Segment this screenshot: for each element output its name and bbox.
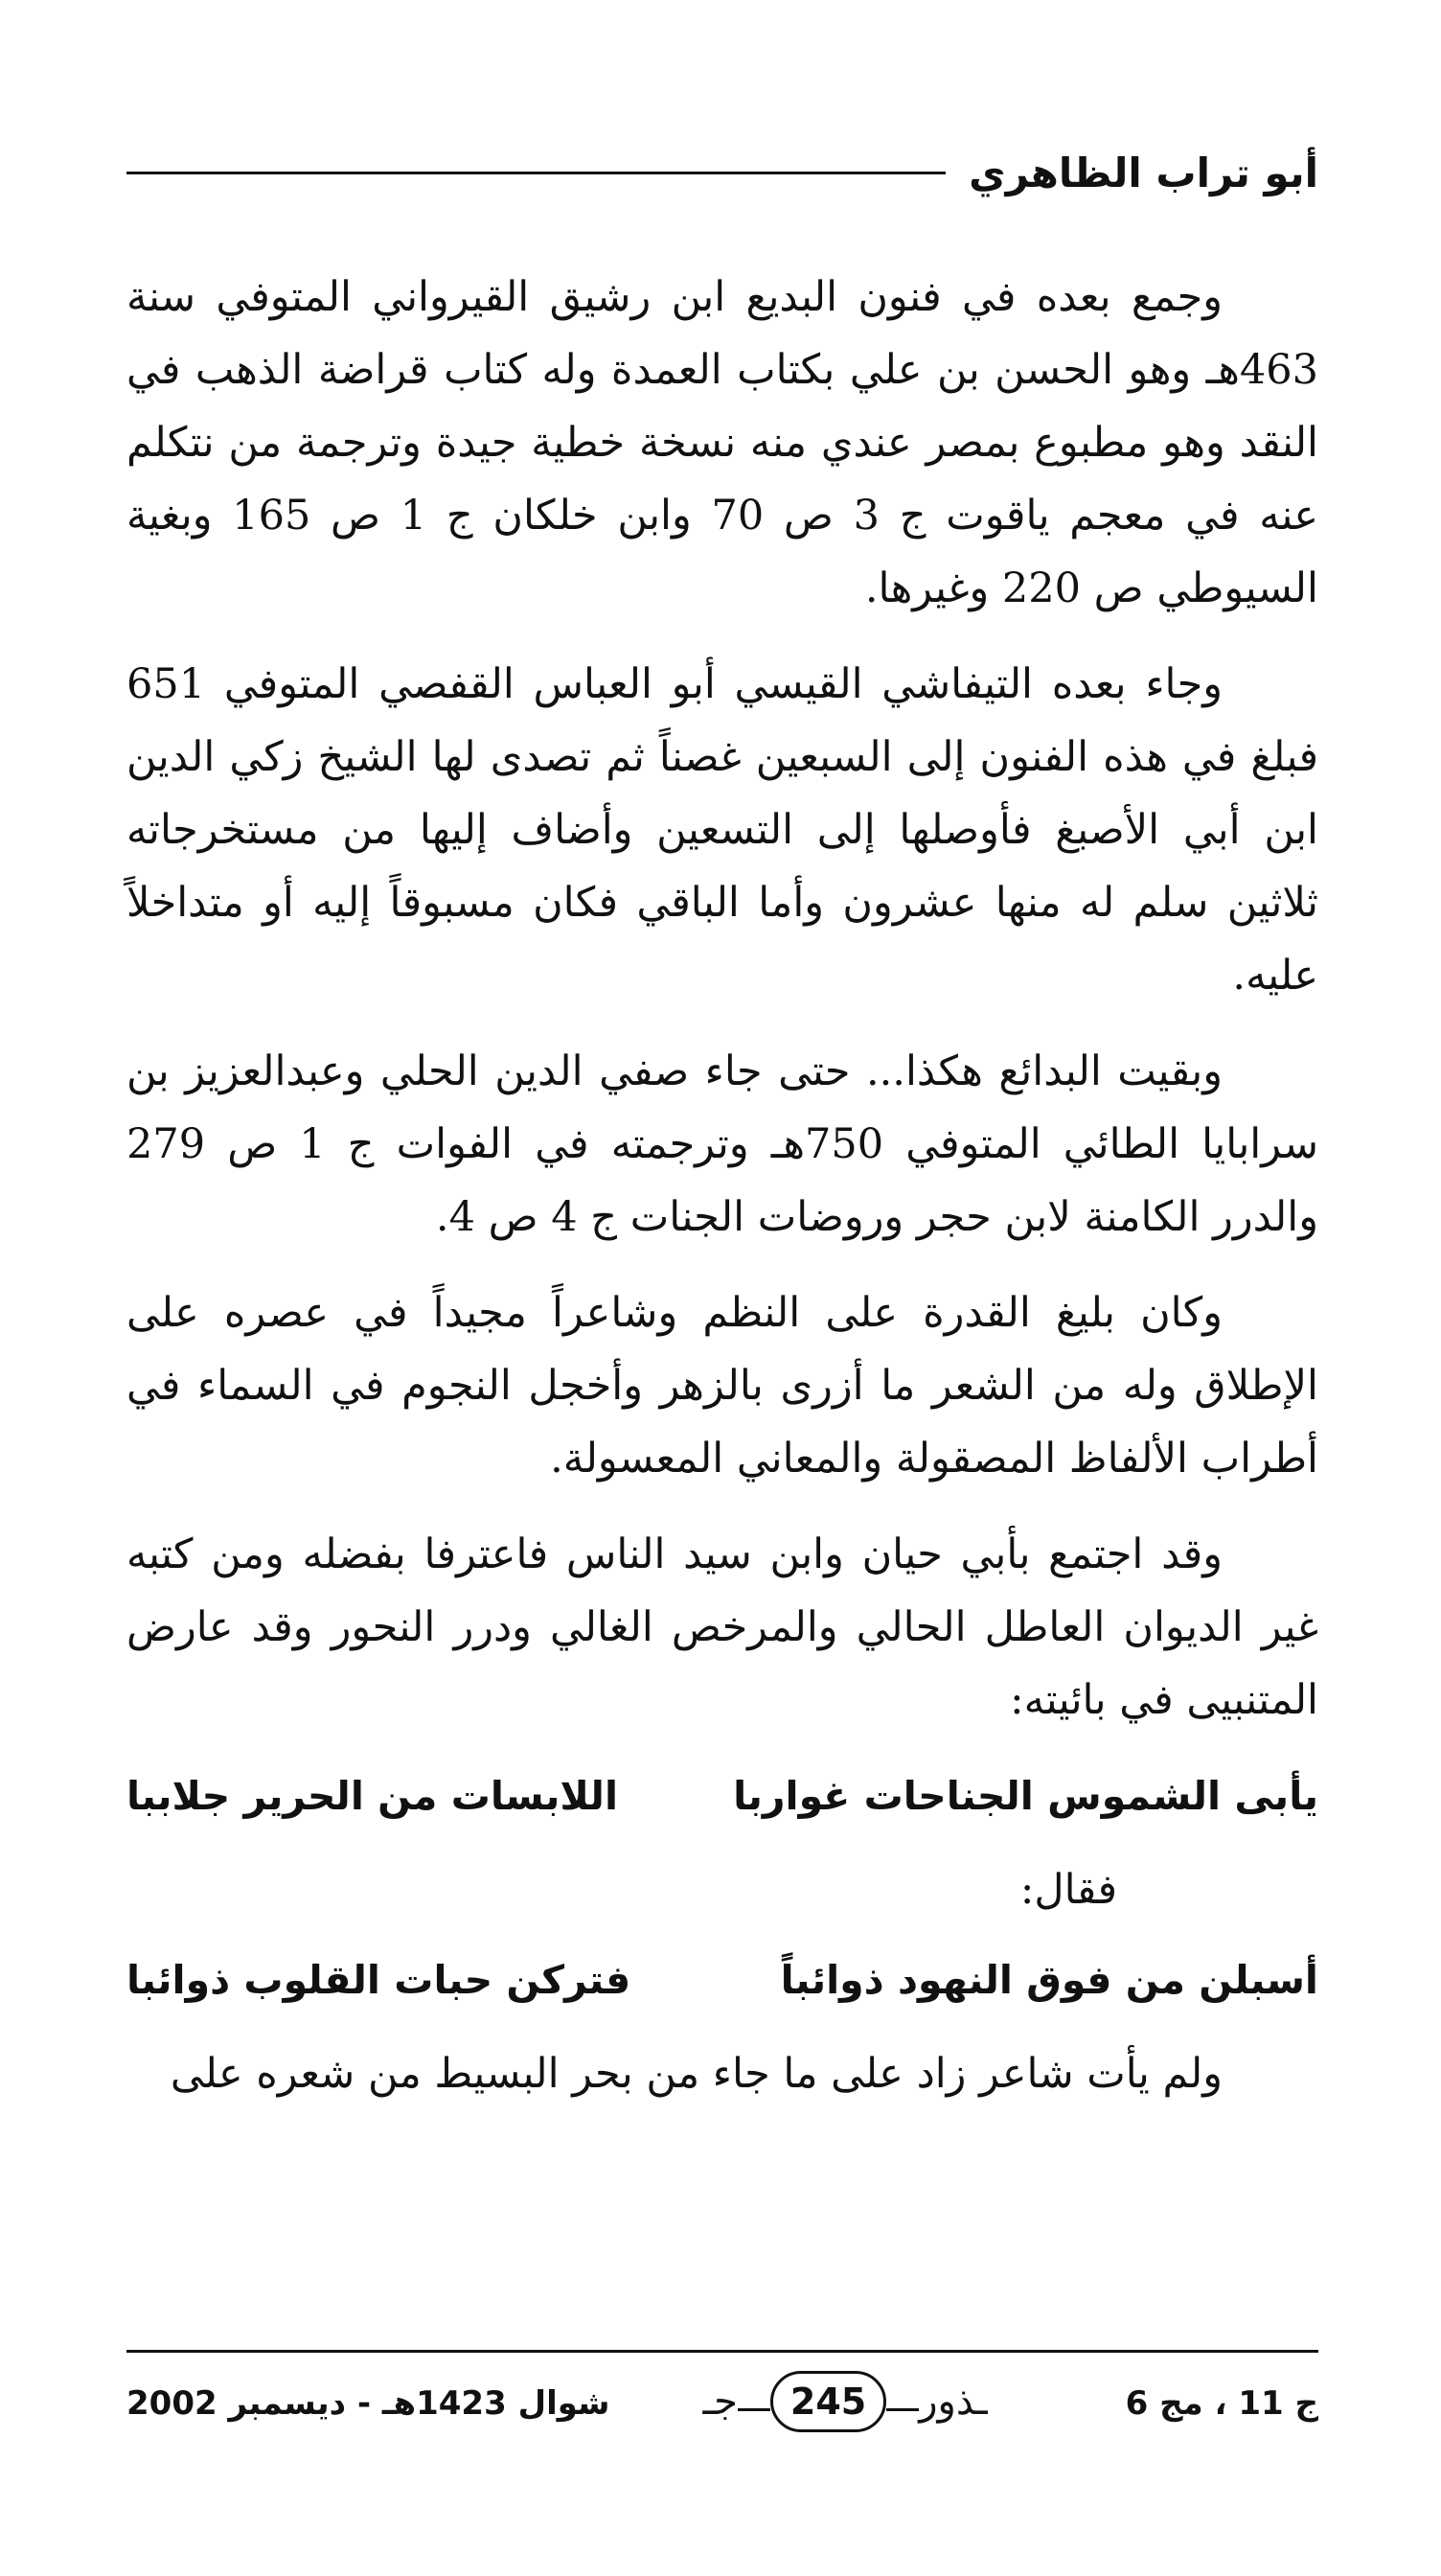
journal-name-first: جـ bbox=[702, 2380, 738, 2424]
issue-date: شوال 1423هـ - ديسمبر 2002 bbox=[126, 2384, 610, 2423]
verse-1-second-hemistich: اللابسات من الحرير جلاببا bbox=[126, 1773, 619, 1819]
journal-name-second: ـذور bbox=[919, 2380, 988, 2424]
verse-line-2 bbox=[126, 1944, 1318, 2016]
author-name: أبو تراب الظاهري bbox=[969, 149, 1318, 196]
paragraph-4: وكان بليغ القدرة على النظم وشاعراً مجيداً في عصره على الإطلاق وله من الشعر ما أزرى بالزهر وأخجل النجوم في السماء في أطراب الألفاظ المصقولة والمعاني المعسولة. bbox=[126, 1289, 1318, 1483]
page-footer bbox=[126, 2363, 1318, 2440]
paragraph-3: وبقيت البدائع هكذا... حتى جاء صفي الدين الحلي وعبدالعزيز بن سرابايا الطائي المتوفي 750هـ وترجمته في الفوات ج 1 ص 279 والدرر الكامنة لابن حجر وروضات الجنات ج 4 ص 4. bbox=[126, 1047, 1318, 1241]
verse-1-first-hemistich: يأبى الشموس الجناحات غواربا bbox=[733, 1773, 1318, 1819]
footer-rule bbox=[126, 2350, 1318, 2353]
running-header bbox=[126, 134, 1318, 211]
closing-line: ولم يأت شاعر زاد على ما جاء من بحر البسيط من شعره على bbox=[170, 2050, 1223, 2098]
header-rule bbox=[126, 172, 946, 174]
paragraph-5: وقد اجتمع بأبي حيان وابن سيد الناس فاعترفا بفضله ومن كتبه غير الديوان العاطل الحالي والمرخص الغالي ودرر النحور وقد عارض المتنبيى في بائيته: bbox=[126, 1530, 1318, 1724]
page-number: 245 bbox=[770, 2371, 886, 2432]
journal-mark bbox=[663, 2367, 1027, 2436]
volume-info: ج 11 ، مج 6 bbox=[1125, 2384, 1318, 2423]
paragraph-1: وجمع بعده في فنون البديع ابن رشيق القيرواني المتوفي سنة 463هـ وهو الحسن بن علي بكتاب العمدة وله كتاب قراضة الذهب في النقد وهو مطبوع بمصر عندي منه نسخة خطية جيدة وترجمة من نتكلم عنه في معجم ياقوت ج 3 ص 70 وابن خلكان ج 1 ص 165 وبغية السيوطي ص 220 وغيرها. bbox=[126, 273, 1318, 612]
journal-connector-right bbox=[886, 2408, 919, 2411]
journal-connector-left bbox=[738, 2408, 770, 2411]
verse-2-second-hemistich: فتركن حبات القلوب ذوائبا bbox=[126, 1957, 631, 2003]
verse-line-1 bbox=[126, 1760, 1318, 1832]
intro-label: فقال: bbox=[1019, 1866, 1117, 1914]
paragraph-2: وجاء بعده التيفاشي القيسي أبو العباس القفصي المتوفي 651 فبلغ في هذه الفنون إلى السبعين غصناً ثم تصدى لها الشيخ زكي الدين ابن أبي الأصبغ فأوصلها إلى التسعين وأضاف إليها من مستخرجاته ثلاثين سلم له منها عشرون وأما الباقي فكان مسبوقاً إليه أو متداخلاً عليه. bbox=[126, 660, 1318, 1000]
body-text bbox=[126, 261, 1318, 2133]
verse-2-first-hemistich: أسبلن من فوق النهود ذوائباً bbox=[780, 1957, 1318, 2003]
